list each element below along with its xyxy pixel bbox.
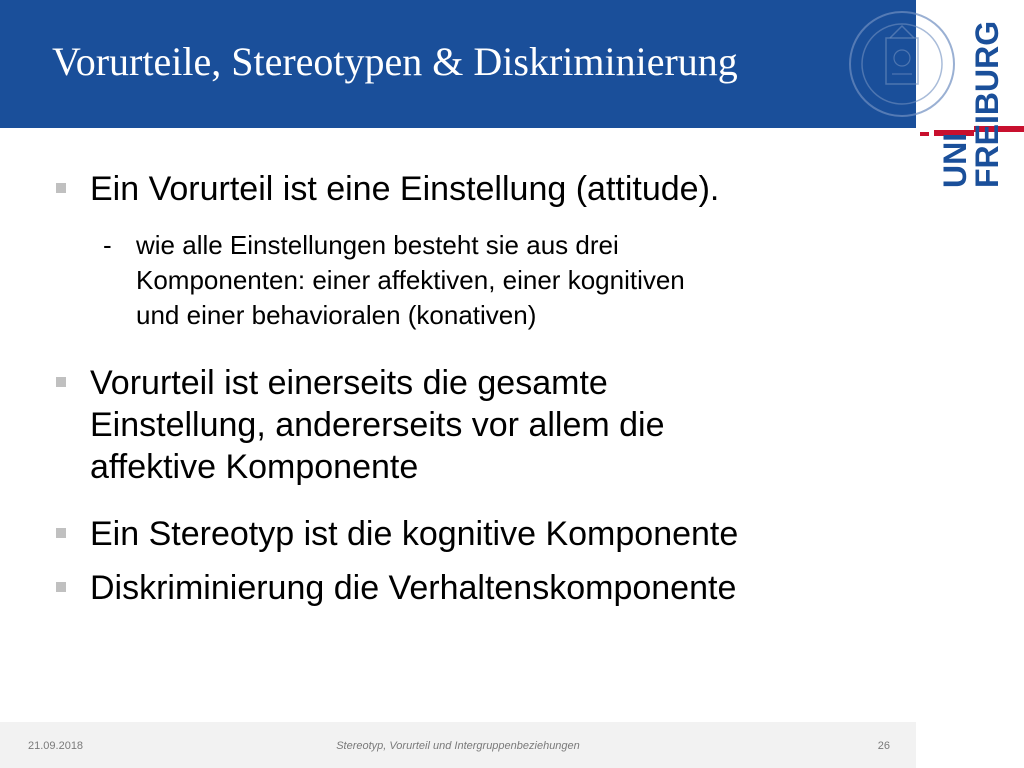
slide-title: Vorurteile, Stereotypen & Diskriminierung	[52, 39, 738, 84]
uni-freiburg-logo	[916, 0, 1024, 200]
sub-bullet-line-1: wie alle Einstellungen besteht sie aus drei	[136, 230, 619, 260]
logo-text-uni: UNI	[937, 132, 973, 188]
bullet-marker	[56, 377, 66, 387]
bullet-3: Ein Stereotyp ist die kognitive Komponente	[90, 515, 739, 553]
bullet-2-line-2: Einstellung, andererseits vor allem die	[90, 406, 665, 444]
bullet-2-line-3: affektive Komponente	[90, 448, 419, 486]
bullet-marker	[56, 582, 66, 592]
bullet-marker	[56, 183, 66, 193]
sub-bullet-line-3: und einer behavioralen (konativen)	[136, 300, 537, 330]
bullet-2-line-1: Vorurteil ist einerseits die gesamte	[90, 364, 608, 402]
sub-bullet-line-2: Komponenten: einer affektiven, einer kognitiven	[136, 265, 685, 295]
bullet-4: Diskriminierung die Verhaltenskomponente	[90, 569, 737, 607]
slide-footer	[0, 722, 916, 768]
bullet-marker	[56, 528, 66, 538]
footer-page-number: 26	[877, 740, 890, 752]
logo-text-freiburg: FREIBURG	[969, 20, 1005, 188]
sub-bullet-marker: -	[103, 230, 112, 260]
footer-subject: Stereotyp, Vorurteil und Intergruppenbeziehungen	[336, 740, 580, 752]
footer-date: 21.09.2018	[28, 740, 84, 752]
bullet-1: Ein Vorurteil ist eine Einstellung (attitude).	[90, 170, 720, 208]
